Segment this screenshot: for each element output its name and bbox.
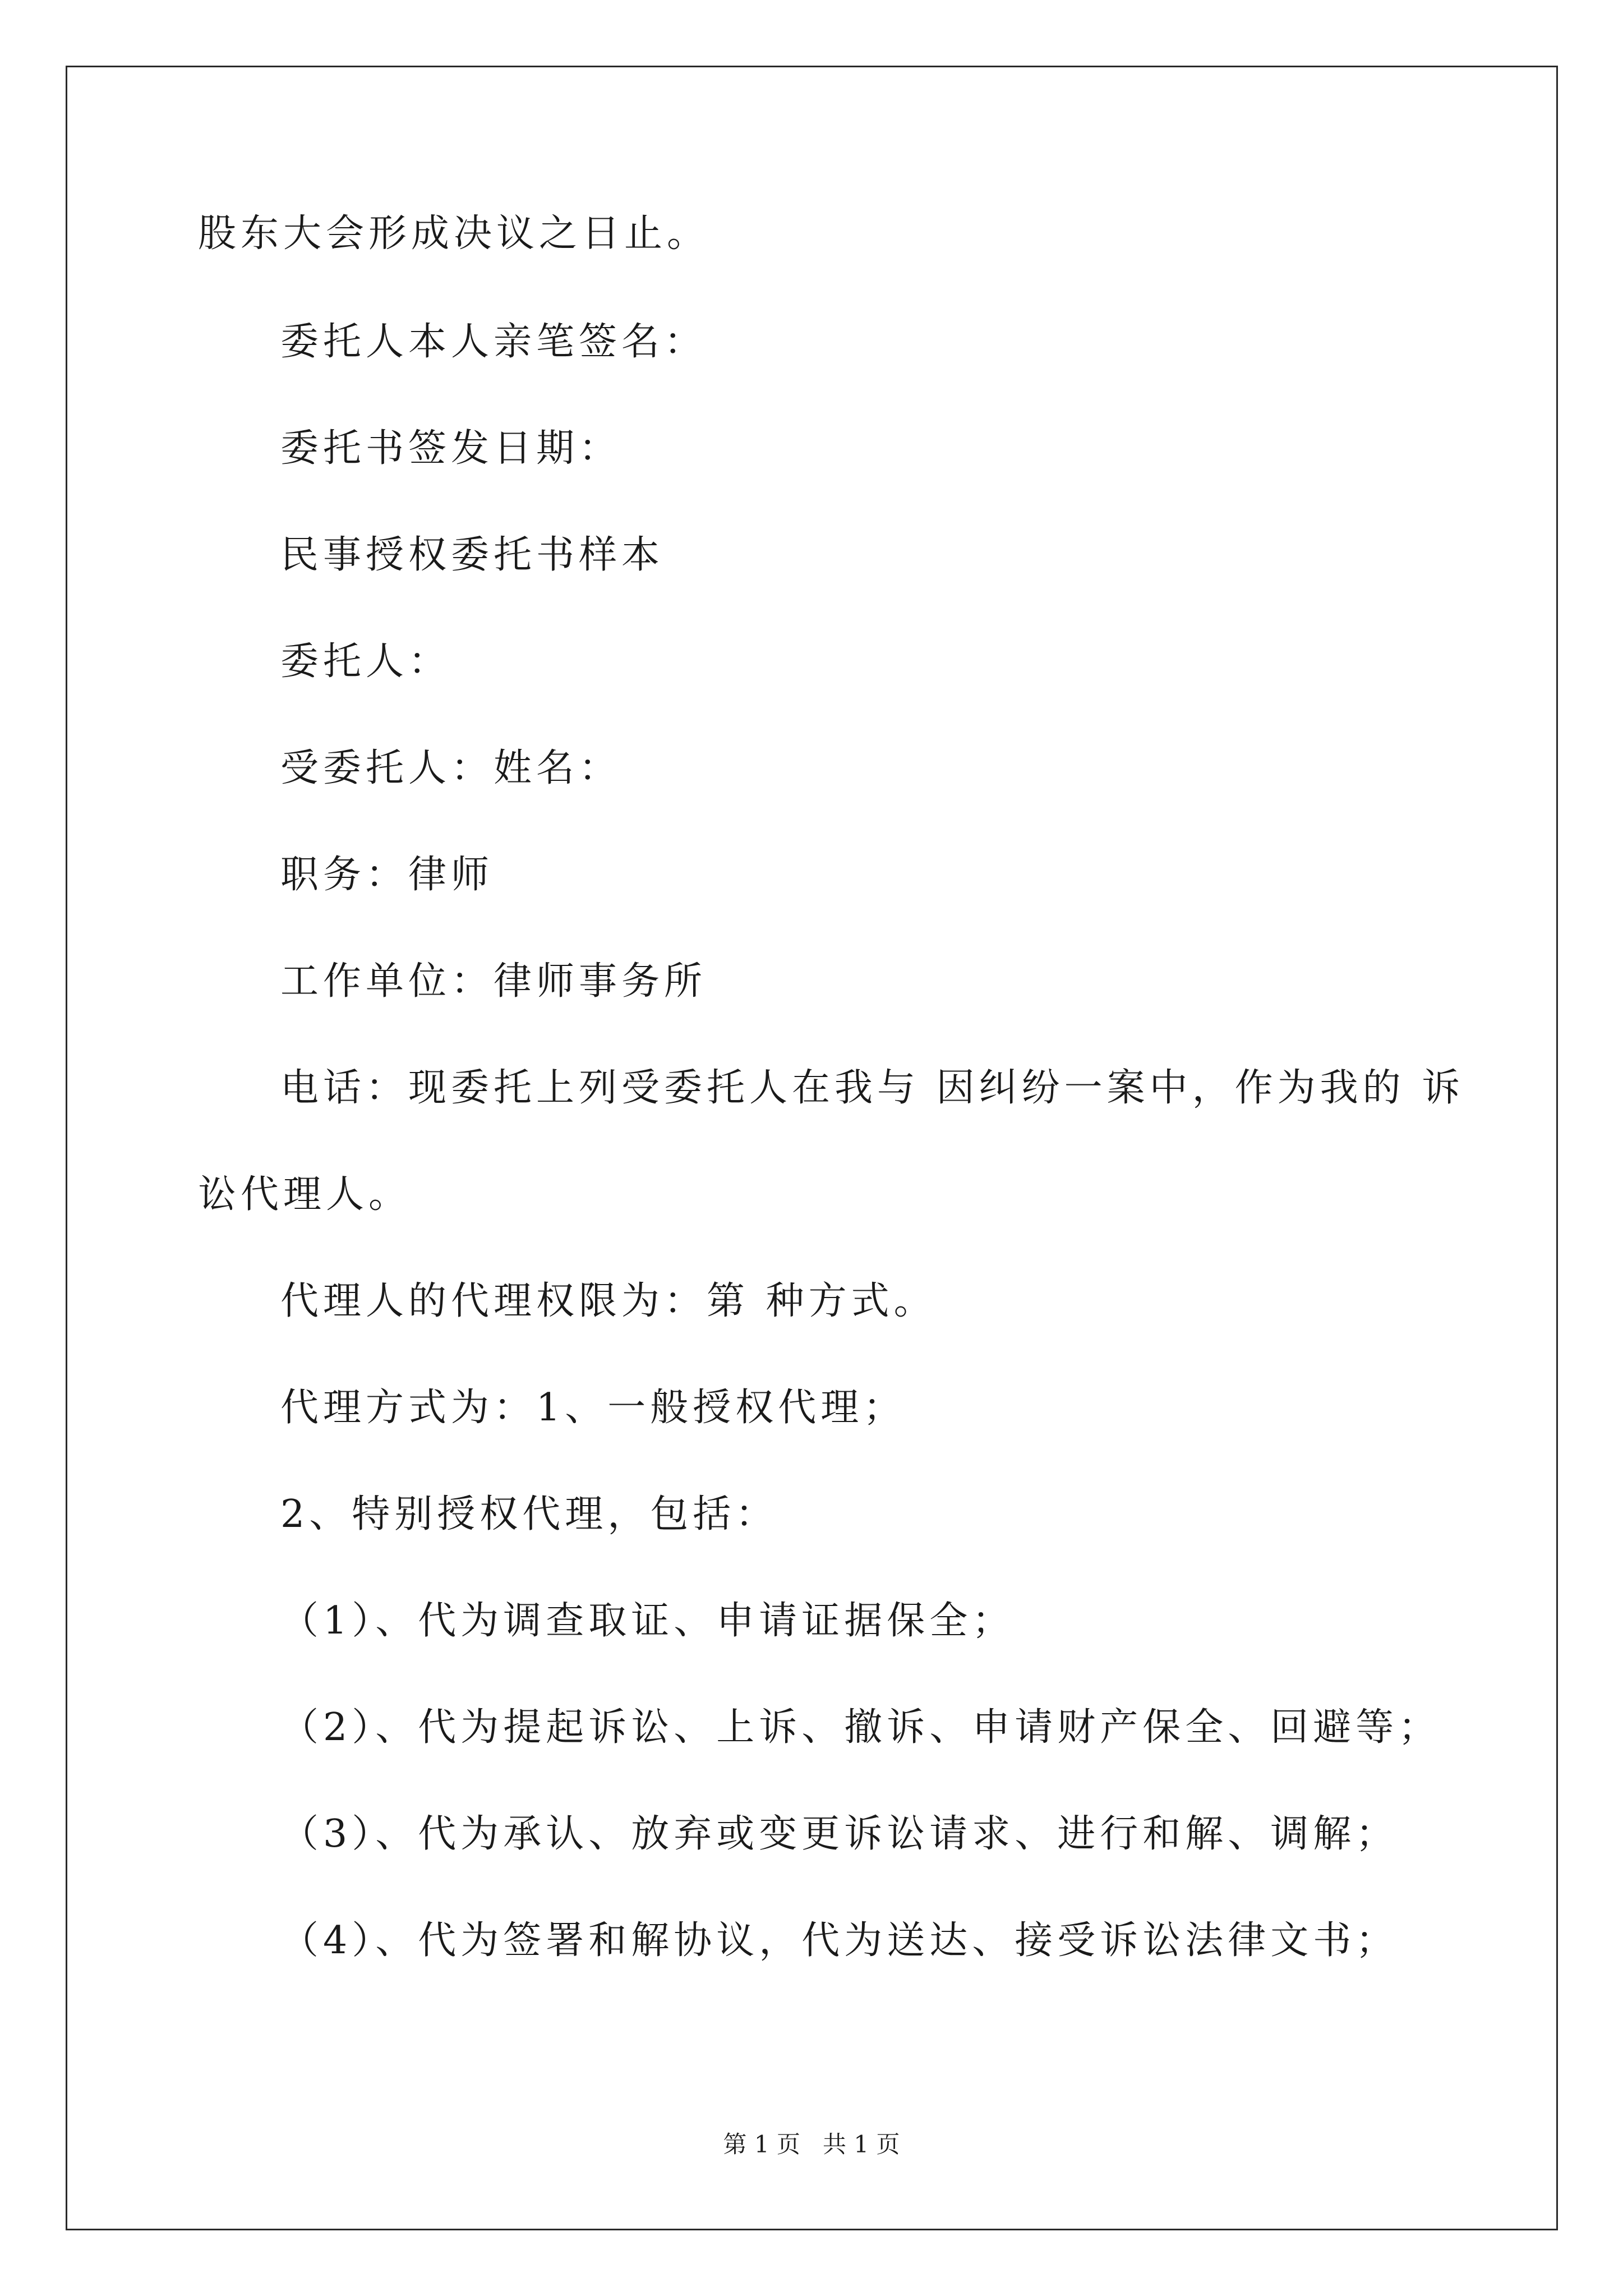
text-line: 委托书签发日期：: [280, 426, 622, 471]
text-line: 讼代理人。: [198, 1172, 412, 1217]
text-line: 2、特别授权代理，包括：: [280, 1492, 778, 1536]
text-line: （1）、代为调查取证、申请证据保全；: [280, 1599, 1015, 1643]
text-line: （3）、代为承认、放弃或变更诉讼请求、进行和解、调解；: [280, 1812, 1399, 1856]
text-line: 工作单位：律师事务所: [280, 959, 707, 1004]
text-line: （4）、代为签署和解协议，代为送达、接受诉讼法律文书；: [280, 1918, 1399, 1963]
page-footer: 第 1 页 共 1 页: [723, 2131, 900, 2158]
text-line: （2）、代为提起诉讼、上诉、撤诉、申请财产保全、回避等；: [280, 1705, 1441, 1750]
text-line: 股东大会形成决议之日止。: [198, 211, 710, 256]
text-line: 电话：现委托上列受委托人在我与 因纠纷一案中，作为我的 诉: [280, 1066, 1465, 1110]
text-line: 受委托人：姓名：: [280, 746, 622, 790]
text-line: 民事授权委托书样本: [280, 533, 665, 577]
text-line: 委托人：: [280, 639, 451, 684]
text-line: 委托人本人亲笔签名：: [280, 320, 707, 364]
text-line: 代理方式为：1、一般授权代理；: [280, 1386, 906, 1430]
text-line: 职务：律师: [280, 853, 494, 897]
page-border: [66, 66, 1558, 2230]
text-line: 代理人的代理权限为：第 种方式。: [280, 1279, 937, 1323]
